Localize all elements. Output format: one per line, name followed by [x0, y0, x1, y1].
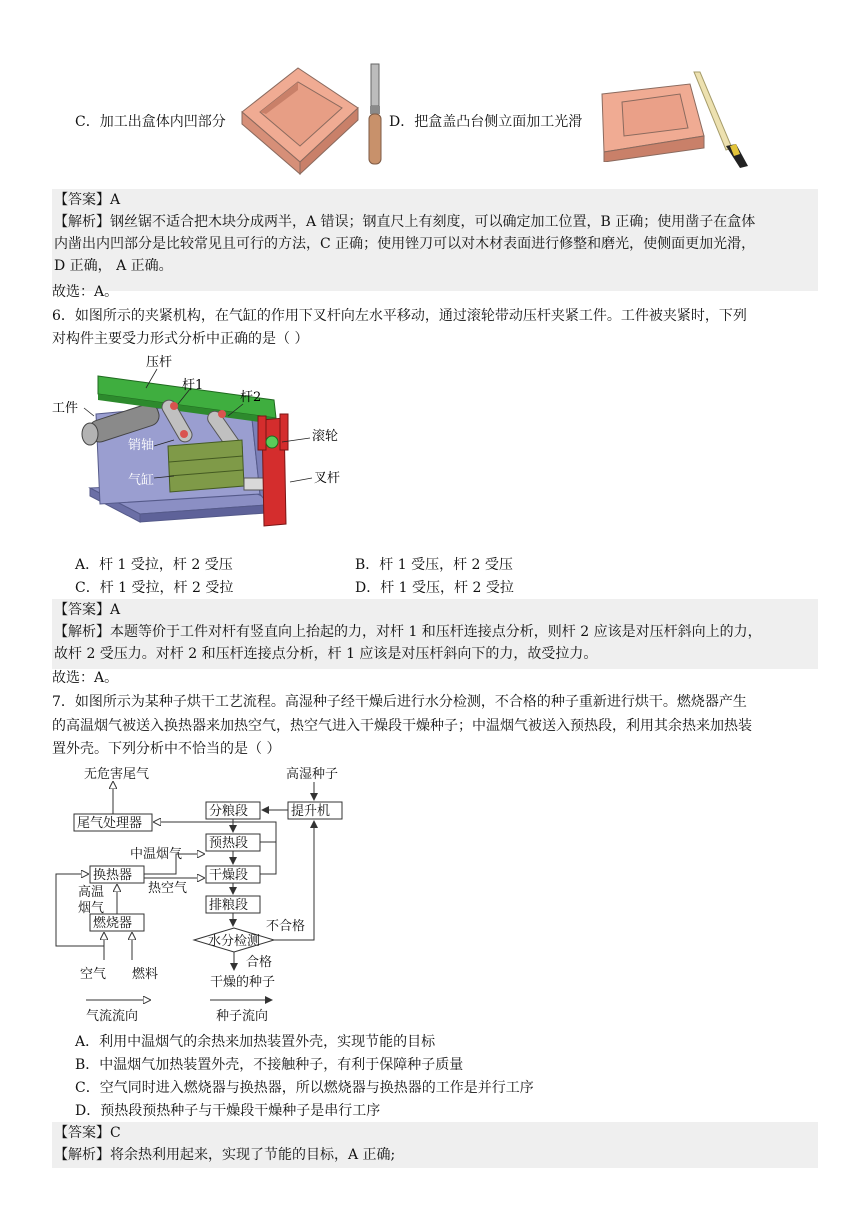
label-yagan: 压杆: [146, 355, 173, 370]
option-c-label: C．加工出盒体内凹部分: [75, 114, 226, 130]
q7-option-a: A．利用中温烟气的余热来加热装置外壳，实现节能的目标: [75, 1034, 436, 1050]
label-qigang: 气缸: [128, 473, 155, 488]
flow-tail-gas-processor: 尾气处理器: [77, 816, 143, 831]
q7-stem-line-3: 置外壳。下列分析中不恰当的是（ ）: [52, 741, 281, 757]
q7-option-b: B．中温烟气加热装置外壳，不接触种子，有利于保障种子质量: [75, 1057, 464, 1073]
label-xiaozhou: 销轴: [128, 438, 155, 453]
flow-tishengji: 提升机: [291, 804, 331, 819]
flow-yure: 预热段: [209, 836, 249, 851]
q5-analysis-line-1: 【解析】钢丝锯不适合把木块分成两半，A 错误；钢直尺上有刻度，可以确定加工位置，B 正确；使用凿子在盒体: [54, 214, 756, 230]
q6-option-c: C．杆 1 受拉，杆 2 受拉: [75, 580, 234, 596]
box-body-image: [238, 64, 362, 176]
q5-answer-block: [52, 189, 818, 291]
q7-option-d: D．预热段预热种子与干燥段干燥种子是串行工序: [75, 1103, 381, 1119]
flow-mid-temp-gas: 中温烟气: [130, 847, 183, 862]
flow-burner: 燃烧器: [93, 916, 133, 931]
q6-answer: 【答案】A: [54, 602, 121, 618]
flow-fenliang: 分粮段: [209, 804, 249, 819]
q6-stem-line-1: 6．如图所示的夹紧机构，在气缸的作用下叉杆向左水平移动，通过滚轮带动压杆夹紧工件。工件被夹紧时，下列: [52, 308, 747, 324]
q5-analysis-line-3: D 正确， A 正确。: [54, 258, 173, 274]
flow-high-temp: 高温: [78, 885, 105, 900]
clamp-mechanism-figure: [50, 354, 360, 550]
legend-seed-flow: 种子流向: [216, 1009, 269, 1024]
seed-drying-flowchart: [50, 760, 370, 1028]
q7-answer: 【答案】C: [54, 1125, 121, 1141]
label-gan2: 杆2: [240, 390, 262, 405]
q6-answer-block: [52, 599, 818, 669]
flow-air: 空气: [80, 967, 107, 982]
q7-stem-line-2: 的高温烟气被送入换热器来加热空气，热空气进入干燥段干燥种子；中温烟气被送入预热段，利用其余热来加热装: [52, 718, 752, 734]
q7-analysis-line-1: 【解析】将余热利用起来，实现了节能的目标，A 正确;: [54, 1147, 396, 1163]
flow-high-humidity-seed: 高湿种子: [286, 767, 339, 782]
q7-stem-line-1: 7．如图所示为某种子烘干工艺流程。高湿种子经干燥后进行水分检测，不合格的种子重新进行烘干。燃烧器产生: [52, 694, 747, 710]
flow-hot-air: 热空气: [148, 881, 188, 896]
flow-pailiang: 排粮段: [209, 898, 249, 913]
q7-answer-block: [52, 1122, 818, 1168]
label-gongjian: 工件: [52, 401, 79, 416]
q5-analysis-line-2: 内凿出内凹部分是比较常见且可行的方法，C 正确；使用锉刀可以对木材表面进行修整和磨光，使侧面更加光滑，: [54, 236, 756, 252]
option-d-label: D．把盒盖凸台侧立面加工光滑: [389, 114, 583, 130]
flow-fuel: 燃料: [132, 967, 159, 982]
q6-option-b: B．杆 1 受压，杆 2 受压: [355, 557, 513, 573]
flow-heat-exchanger: 换热器: [93, 868, 133, 883]
q6-option-a: A．杆 1 受拉，杆 2 受压: [75, 557, 233, 573]
flow-smoke: 烟气: [78, 901, 105, 916]
q6-choice: 故选：A。: [52, 670, 119, 686]
flow-moisture-test: 水分检测: [208, 934, 261, 949]
label-gunlun: 滚轮: [312, 429, 339, 444]
q5-answer: 【答案】A: [54, 192, 121, 208]
q6-analysis-line-2: 故杆 2 受压力。对杆 2 和压杆连接点分析，杆 1 应该是对压杆斜向下的力，故受拉力。: [54, 646, 598, 662]
legend-air-flow: 气流流向: [86, 1009, 139, 1024]
chisel-icon: [364, 62, 386, 166]
flow-qualified: 合格: [246, 955, 273, 970]
flow-harmless-gas: 无危害尾气: [84, 767, 150, 782]
q6-stem-line-2: 对构件主要受力形式分析中正确的是（ ）: [52, 331, 309, 347]
q7-option-c: C．空气同时进入燃烧器与换热器，所以燃烧器与换热器的工作是并行工序: [75, 1080, 534, 1096]
file-tool-icon: [690, 70, 754, 170]
label-gan1: 杆1: [182, 378, 204, 393]
label-chagan: 叉杆: [314, 471, 341, 486]
q6-analysis-line-1: 【解析】本题等价于工件对杆有竖直向上抬起的力，对杆 1 和压杆连接点分析，则杆 2 应该是对压杆斜向上的力，: [54, 624, 762, 640]
flow-unqualified: 不合格: [266, 919, 306, 934]
q6-option-d: D．杆 1 受压，杆 2 受拉: [355, 580, 514, 596]
q5-choice: 故选：A。: [52, 284, 119, 300]
flow-ganzao: 干燥段: [209, 868, 249, 883]
flow-dry-seed: 干燥的种子: [210, 975, 276, 990]
